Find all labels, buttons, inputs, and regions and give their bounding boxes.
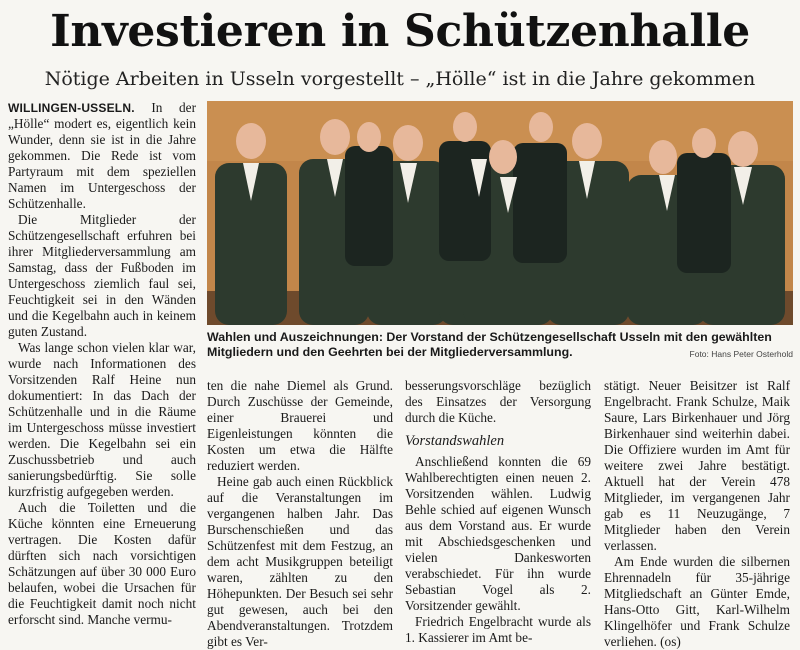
section-subheading: Vorstandswahlen (405, 433, 505, 449)
paragraph: Die Mitglieder der Schützengesellschaft erfuhren bei ihrer Mitgliederversammlung am Samstag, dass der Fußboden im Untergeschoss ziemlich faul sei, Feuchtigkeit sei in den Wänden und die Kegelbahn auch in keinem guten Zustand. (8, 212, 196, 339)
article-column-3 (405, 378, 591, 646)
dateline: WILLINGEN-USSELN. (8, 101, 135, 115)
photo-caption: Wahlen und Auszeichnungen: Der Vorstand der Schützengesellschaft Usseln mit den gewählten Mitgliedern und den Geehrten bei der Mitgliederversammlung. (207, 330, 772, 359)
subheadline: Nötige Arbeiten in Usseln vorgestellt – „Hölle“ ist in die Jahre gekommen (44, 68, 756, 90)
headline: Investieren in Schützenhalle (50, 6, 750, 57)
article-column-1 (8, 100, 196, 628)
paragraph: Friedrich Engelbracht wurde als 1. Kassierer im Amt be- (405, 614, 591, 645)
article-column-2 (207, 378, 393, 650)
photo-credit: Foto: Hans Peter Osterhold (689, 349, 793, 359)
paragraph: besserungsvorschläge bezüglich des Einsatzes der Versorgung durch die Küche. (405, 378, 591, 425)
group-photo (207, 101, 793, 325)
paragraph: stätigt. Neuer Beisitzer ist Ralf Engelbracht. Frank Schulze, Maik Saure, Lars Birkenhauer und Jörg Birkenhauer sind weiterhin dabei. Die Offiziere wurden im Amt für weitere zwei Jahre bestätigt. Aktuell hat der Verein 478 Mitglieder, im vergangenen Jahr gab es 11 Neuzugänge, 7 Mitglieder haben den Verein verlassen. (604, 378, 790, 553)
group-photo-illustration (207, 101, 793, 325)
article-column-4 (604, 378, 790, 650)
paragraph: Heine gab auch einen Rückblick auf die Veranstaltungen im vergangenen halben Jahr. Das Burschenschießen und das Schützenfest mit dem Festzug, an dem acht Musikgruppen beteiligt waren, zählten zu den Höhepunkten. Der Besuch sei sehr gut gewesen, auch bei den Abendveranstaltungen. Trotzdem gibt es Ver- (207, 474, 393, 649)
paragraph (8, 100, 196, 212)
paragraph: Am Ende wurden die silbernen Ehrennadeln für 35-jährige Mitgliedschaft an Günter Emde, Hans-Otto Gitt, Karl-Wilhelm Klingelhöfer und Frank Schulze verliehen. (os) (604, 554, 790, 649)
paragraph: ten die nahe Diemel als Grund. Durch Zuschüsse der Gemeinde, einer Brauerei und Eigenleistungen könnten die Kosten um etwa die Hälfte reduziert werden. (207, 378, 393, 473)
paragraph: Was lange schon vielen klar war, wurde nach Informationen des Vorsitzenden Ralf Heine nun dokumentiert: In das Dach der Schützenhalle und in die Räume im Untergeschoss müsse investiert werden. Die Kegelbahn sei ein Zuschussbetrieb und auch sanierungsbedürftig. Sie solle kurzfristig aufgegeben werden. (8, 340, 196, 499)
paragraph-text: In der „Hölle“ modert es, eigentlich kein Wunder, denn sie ist in die Jahre gekommen. Die Rede ist vom Partyraum mit dem speziellen Namen im Untergeschoss der Schützenhalle. (8, 100, 196, 211)
paragraph: Auch die Toiletten und die Küche könnten eine Erneuerung vertragen. Die Kosten dafür dürften sich nach vorsichtigen Schätzungen auf über 30 000 Euro belaufen, wobei die Ursachen für die Feuchtigkeit damit noch nicht erforscht sind. Manche vermu- (8, 500, 196, 627)
paragraph: Anschließend konnten die 69 Wahlberechtigten einen neuen 2. Vorsitzenden wählen. Ludwig Behle schied auf eigenen Wunsch aus dem Vorstand aus. Er wurde mit Abschiedsgeschenken und vielen Dankesworten verabschiedet. Für ihn wurde Sebastian Vogel als 2. Vorsitzender gewählt. (405, 454, 591, 613)
